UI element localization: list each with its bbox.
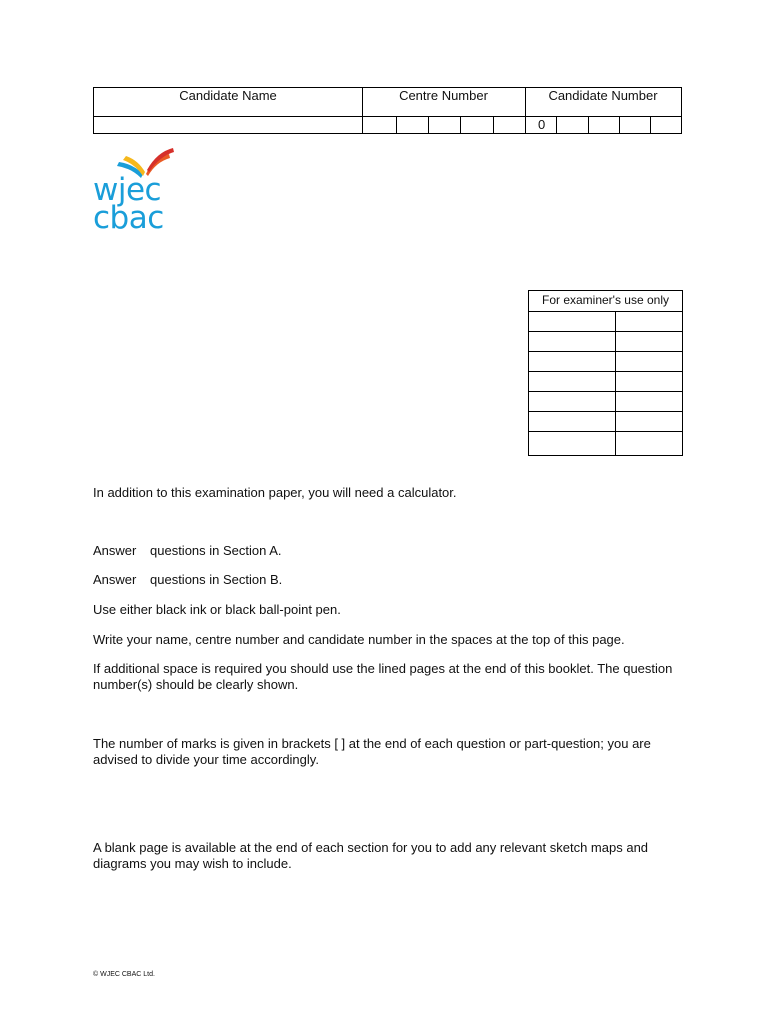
table-divider bbox=[529, 351, 682, 352]
centre-number-label: Centre Number bbox=[399, 88, 488, 103]
examiner-table-heading: For examiner's use only bbox=[541, 293, 669, 307]
table-divider bbox=[529, 431, 682, 432]
logo-wordmark-top: wjec bbox=[93, 172, 162, 208]
candidate-number-label: Candidate Number bbox=[548, 88, 658, 103]
name-instruction: Write your name, centre number and candidate number in the spaces at the top of this page. bbox=[93, 632, 625, 647]
answer-section-b-text: questions in Section B. bbox=[150, 572, 283, 587]
table-divider bbox=[529, 371, 682, 372]
pen-instruction: Use either black ink or black ball-point pen. bbox=[93, 602, 341, 617]
additional-space-instruction: If additional space is required you should use the lined pages at the end of this booklet. The question number(s) should be clearly shown. bbox=[93, 661, 673, 692]
table-divider bbox=[529, 331, 682, 332]
candidate-number-digit: 0 bbox=[538, 117, 546, 132]
candidate-details-table bbox=[93, 87, 682, 134]
answer-section-a-label: Answer bbox=[93, 543, 137, 558]
table-divider bbox=[529, 411, 682, 412]
answer-section-a-text: questions in Section A. bbox=[150, 543, 282, 558]
marks-instruction: The number of marks is given in brackets [ ] at the end of each question or part-question; you are advised to divide your time accordingly. bbox=[93, 736, 651, 767]
examiner-use-table bbox=[528, 290, 683, 456]
wjec-cbac-logo bbox=[93, 148, 183, 234]
copyright-notice: © WJEC CBAC Ltd. bbox=[93, 971, 155, 978]
blank-page-instruction: A blank page is available at the end of each section for you to add any relevant sketch maps and diagrams you may wish to include. bbox=[93, 840, 649, 871]
table-divider bbox=[529, 311, 682, 312]
table-divider bbox=[615, 311, 616, 455]
candidate-name-field[interactable] bbox=[95, 117, 361, 133]
candidate-number-field[interactable] bbox=[526, 117, 681, 133]
logo-wordmark-bottom: cbac bbox=[93, 200, 164, 236]
calculator-instruction: In addition to this examination paper, you will need a calculator. bbox=[93, 485, 457, 500]
candidate-name-label: Candidate Name bbox=[179, 88, 277, 103]
table-divider bbox=[529, 391, 682, 392]
answer-section-b-label: Answer bbox=[93, 572, 137, 587]
centre-number-field[interactable] bbox=[363, 117, 525, 133]
